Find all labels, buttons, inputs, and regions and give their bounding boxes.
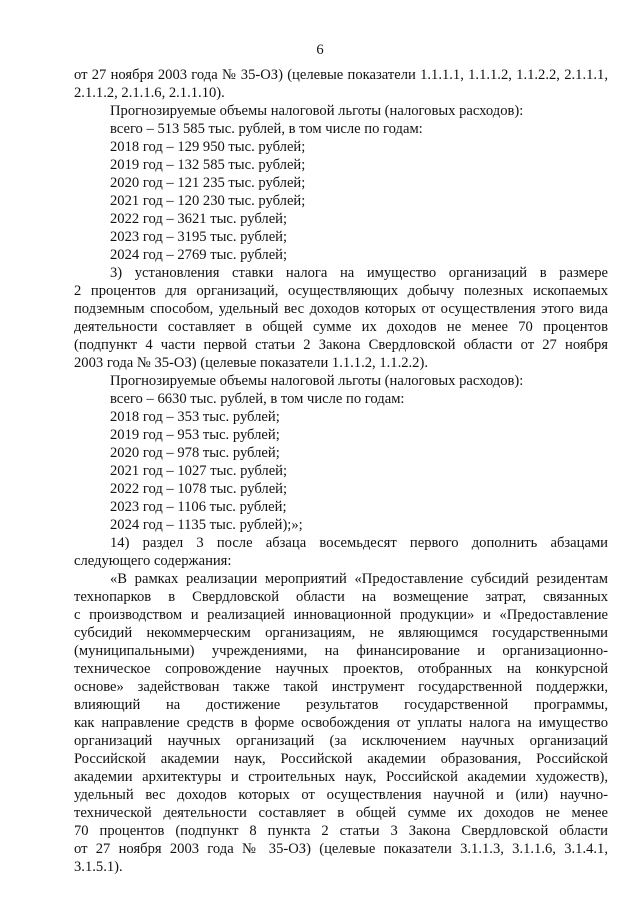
text-line: 70 процентов (подпункт 8 пункта 2 статьи 3 Закона Свердловской области — [74, 823, 608, 839]
text-line: 2003 года № 35-ОЗ) (целевые показатели 1.1.1.2, 1.1.2.2). — [74, 355, 428, 371]
text-line: следующего содержания: — [74, 553, 232, 569]
text-line: технической деятельности составляет в общей сумме их доходов не менее — [74, 805, 608, 821]
text-line: 2024 год – 1135 тыс. рублей);»; — [110, 517, 303, 533]
document-body — [74, 66, 608, 876]
text-line: Прогнозируемые объемы налоговой льготы (налоговых расходов): — [110, 373, 524, 389]
text-line: деятельности составляет в общей сумме их доходов не менее 70 процентов — [74, 319, 608, 335]
text-line: «В рамках реализации мероприятий «Предоставление субсидий резидентам — [110, 571, 608, 587]
text-line: от 27 ноября 2003 года № 35-ОЗ) (целевые показатели 3.1.1.3, 3.1.1.6, 3.1.4.1, — [74, 841, 608, 857]
text-line: влияющий на достижение результатов государственной программы, — [74, 697, 608, 713]
text-line: 2024 год – 2769 тыс. рублей; — [110, 247, 288, 263]
text-line: техническое сопровождение научных проектов, отобранных на конкурсной — [74, 661, 608, 677]
text-line: (подпункт 4 части первой статьи 2 Закона Свердловской области от 27 ноября — [74, 337, 608, 353]
text-line: 2023 год – 1106 тыс. рублей; — [110, 499, 287, 515]
text-line: с производством и реализацией инновационной продукции» и «Предоставление — [74, 607, 608, 623]
text-line: 14) раздел 3 после абзаца восемьдесят первого дополнить абзацами — [110, 535, 608, 551]
text-line: 2020 год – 121 235 тыс. рублей; — [110, 175, 306, 191]
text-line: 2019 год – 953 тыс. рублей; — [110, 427, 280, 443]
text-line: удельный вес доходов которых от осуществления научной и (или) научно- — [74, 787, 608, 803]
text-line: Прогнозируемые объемы налоговой льготы (налоговых расходов): — [110, 103, 524, 119]
text-line: Российской академии наук, Российской академии образования, Российской — [74, 751, 608, 767]
text-line: подземным способом, удельный вес доходов которых от осуществления этого вида — [74, 301, 608, 317]
text-line: 2021 год – 120 230 тыс. рублей; — [110, 193, 306, 209]
text-line: 2020 год – 978 тыс. рублей; — [110, 445, 280, 461]
text-line: (муниципальными) учреждениями, на финансирование и организационно- — [74, 643, 608, 659]
text-line: академии архитектуры и строительных наук, Российской академии художеств), — [74, 769, 608, 785]
text-line: технопарков в Свердловской области на возмещение затрат, связанных — [74, 589, 608, 605]
text-line: 2019 год – 132 585 тыс. рублей; — [110, 157, 306, 173]
text-line: субсидий некоммерческим организациям, не являющимся государственными — [74, 625, 608, 641]
text-line: 2.1.1.2, 2.1.1.6, 2.1.1.10). — [74, 85, 225, 101]
text-line: 2023 год – 3195 тыс. рублей; — [110, 229, 288, 245]
text-line: 2022 год – 1078 тыс. рублей; — [110, 481, 288, 497]
page-number: 6 — [316, 42, 324, 58]
text-line: 2018 год – 353 тыс. рублей; — [110, 409, 280, 425]
text-line: 2 процентов для организаций, осуществляющих добычу полезных ископаемых — [74, 283, 608, 299]
text-line: организаций научных организаций (за исключением научных организаций — [74, 733, 608, 749]
text-line: 2021 год – 1027 тыс. рублей; — [110, 463, 288, 479]
text-line: как направление средств в форме освобождения от уплаты налога на имущество — [74, 715, 608, 731]
text-line: 3.1.5.1). — [74, 859, 123, 875]
text-line: основе» задействован также такой инструмент государственной поддержки, — [74, 679, 608, 695]
text-line: всего – 6630 тыс. рублей, в том числе по годам: — [110, 391, 405, 407]
text-line: от 27 ноября 2003 года № 35-ОЗ) (целевые показатели 1.1.1.1, 1.1.1.2, 1.1.2.2, 2.1.1.1, — [74, 67, 608, 83]
text-line: 2018 год – 129 950 тыс. рублей; — [110, 139, 306, 155]
text-line: 2022 год – 3621 тыс. рублей; — [110, 211, 288, 227]
text-line: 3) установления ставки налога на имущество организаций в размере — [110, 265, 608, 281]
text-line: всего – 513 585 тыс. рублей, в том числе по годам: — [110, 121, 423, 137]
